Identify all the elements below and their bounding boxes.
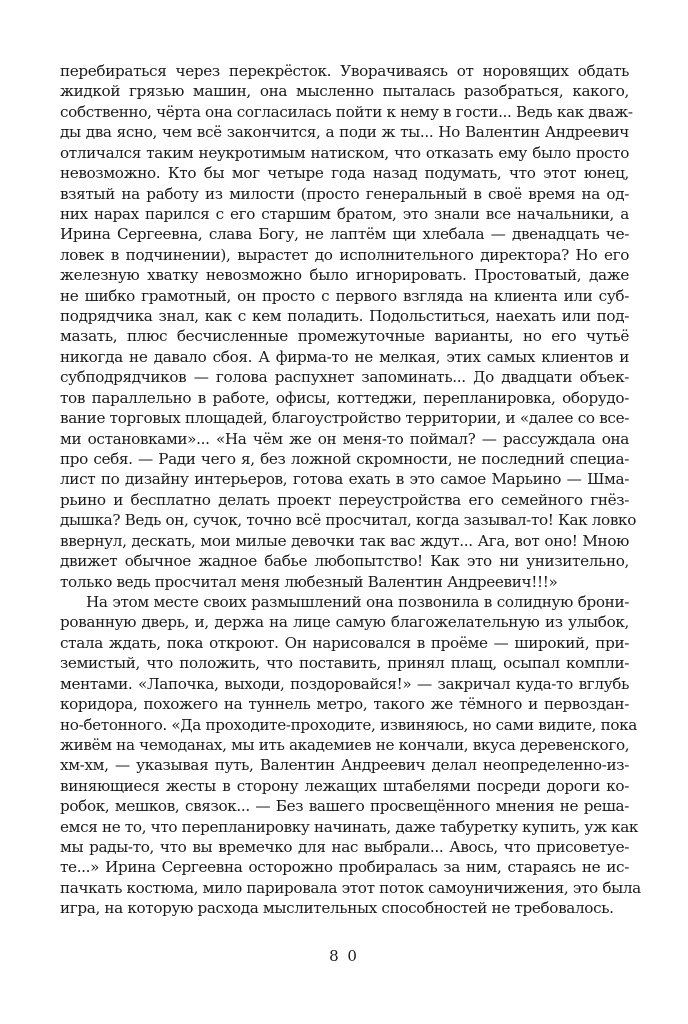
text-line: Ирина Сергеевна, слава Богу, не лаптём щи хлебала — двенадцать че-	[60, 225, 629, 244]
text-line: дышка? Ведь он, сучок, точно всё просчитал, когда зазывал-то! Как ловко	[60, 511, 636, 530]
text-line: коридора, похожего на туннель метро, такого же тёмного и первоздан-	[60, 695, 629, 714]
text-line: те...» Ирина Сергеевна осторожно пробиралась за ним, стараясь не ис-	[60, 858, 629, 877]
text-line: игра, на которую расхода мыслительных способностей не требовалось.	[60, 899, 614, 918]
text-line: тов параллельно в работе, офисы, коттеджи, перепланировка, оборудо-	[60, 388, 629, 407]
text-line: На этом месте своих размышлений она позвонила в солидную брони-	[86, 592, 629, 611]
page-number: 8 0	[329, 947, 359, 965]
text-line: ввернул, дескать, мои милые девочки так вас ждут... Ага, вот оно! Мною	[60, 531, 629, 550]
text-line: хм-хм, — указывая путь, Валентин Андреевич делал неопределенно-из-	[60, 756, 629, 775]
text-line: жидкой грязью машин, она мысленно пыталась разобраться, какого,	[60, 82, 629, 101]
text-line: вание торговых площадей, благоустройство территории, и «далее со все-	[60, 409, 629, 428]
text-line: рьино и бесплатно делать проект переустройства его семейного гнёз-	[60, 490, 629, 509]
text-line: ловек в подчинении), вырастет до исполнительного директора? Но его	[60, 245, 629, 264]
text-line: железную хватку невозможно было игнорировать. Простоватый, даже	[60, 266, 629, 285]
text-line: субподрядчиков — голова распухнет запоминать... До двадцати объек-	[60, 368, 629, 387]
text-line: перебираться через перекрёсток. Уворачиваясь от норовящих обдать	[60, 62, 629, 80]
text-line: подрядчика знал, как с кем поладить. Подольститься, наехать или под-	[60, 307, 629, 326]
text-line: стала ждать, пока откроют. Он нарисовался в проёме — широкий, при-	[60, 633, 629, 652]
text-line: лист по дизайну интерьеров, готова ехать в это самое Марьино — Шма-	[60, 470, 629, 489]
text-line: только ведь просчитал меня любезный Валентин Андреевич!!!»	[60, 572, 558, 591]
text-line: про себя. — Ради чего я, без ложной скромности, не последний специа-	[60, 450, 629, 469]
text-line: них нарах парился с его старшим братом, это знали все начальники, а	[60, 204, 629, 223]
text-line: робок, мешков, связок... — Без вашего просвещённого мнения не реша-	[60, 797, 629, 816]
text-line: взятый на работу из милости (просто генеральный в своё время на од-	[60, 184, 629, 203]
text-line: отличался таким неукротимым натиском, что отказать ему было просто	[60, 143, 629, 162]
text-line: мазать, плюс бесчисленные промежуточные варианты, но его чутьё	[60, 327, 629, 346]
text-line: никогда не давало сбоя. А фирма-то не мелкая, этих самых клиентов и	[60, 347, 629, 366]
text-line: земистый, что положить, что поставить, принял плащ, осыпал компли-	[60, 654, 629, 673]
text-line: ми остановками»... «На чём же он меня-то поймал? — рассуждала она	[60, 429, 629, 448]
text-line: ментами. «Лапочка, выходи, поздоровайся!» — закричал куда-то вглубь	[60, 674, 629, 693]
text-line: емся не то, что перепланировку начинать, даже табуретку купить, уж как	[60, 817, 639, 836]
text-line: ды два ясно, чем всё закончится, а поди ж ты... Но Валентин Андреевич	[60, 123, 629, 142]
text-line: живём на чемоданах, мы ить академиев не кончали, вкуса деревенского,	[60, 735, 630, 754]
text-line: виняющиеся жесты в сторону лежащих штабелями посреди дороги ко-	[60, 776, 629, 795]
text-line: но-бетонного. «Да проходите-проходите, извиняюсь, но сами видите, пока	[60, 715, 638, 734]
text-line: рованную дверь, и, держа на лице самую благожелательную из улыбок,	[60, 613, 629, 632]
paragraph	[60, 592, 641, 919]
text-line: собственно, чёрта она согласилась пойти к нему в гости... Ведь как дваж-	[60, 102, 633, 121]
text-line: движет обычное жадное бабье любопытство! Как это ни унизительно,	[60, 552, 629, 571]
text-line: пачкать костюма, мило парировала этот поток самоуничижения, это была	[60, 878, 641, 897]
text-line: мы рады-то, что вы времечко для нас выбрали... Авось, что присоветуе-	[60, 838, 629, 857]
text-line: не шибко грамотный, он просто с первого взгляда на клиента или суб-	[60, 286, 629, 305]
text-line: невозможно. Кто бы мог четыре года назад подумать, что этот юнец,	[60, 164, 629, 183]
body-text	[60, 61, 641, 919]
paragraph	[60, 61, 636, 592]
